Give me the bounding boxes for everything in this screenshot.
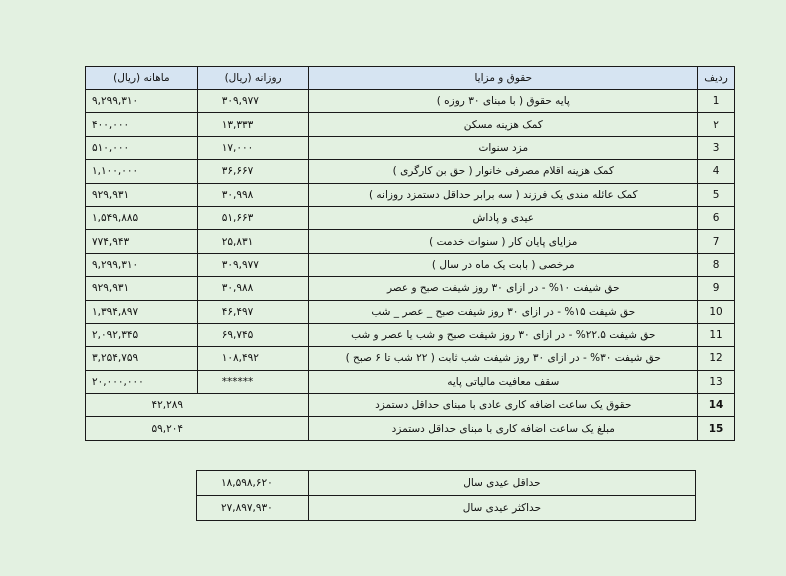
row-merged-value: ۴۲,۲۸۹ bbox=[86, 394, 309, 417]
row-daily-value: ۳۰,۹۹۸ bbox=[197, 183, 309, 206]
row-title: سقف معافیت مالیاتی پایه bbox=[309, 370, 698, 393]
header-daily: روزانه (ریال) bbox=[197, 67, 309, 90]
table-row bbox=[86, 136, 735, 159]
row-number: 1 bbox=[698, 90, 735, 113]
row-daily-value: ۳۰۹,۹۷۷ bbox=[197, 90, 309, 113]
table-row bbox=[86, 347, 735, 370]
table-row bbox=[86, 230, 735, 253]
row-title: کمک هزینه اقلام مصرفی خانوار ( حق بن کارگری ) bbox=[309, 160, 698, 183]
row-daily-value: ۱۳,۳۳۳ bbox=[197, 113, 309, 136]
row-title: مبلغ یک ساعت اضافه کاری با مبنای حداقل دستمزد bbox=[309, 417, 698, 440]
row-number: 8 bbox=[698, 253, 735, 276]
row-number: 11 bbox=[698, 323, 735, 346]
summary-label: حداقل عیدی سال bbox=[308, 471, 695, 496]
table-row bbox=[86, 90, 735, 113]
summary-label: حداکثر عیدی سال bbox=[308, 496, 695, 521]
row-merged-value: ۵۹,۲۰۴ bbox=[86, 417, 309, 440]
table-row bbox=[86, 253, 735, 276]
row-daily-value: ۱۷,۰۰۰ bbox=[197, 136, 309, 159]
summary-value: ۲۷,۸۹۷,۹۳۰ bbox=[197, 496, 309, 521]
header-monthly: ماهانه (ریال) bbox=[86, 67, 198, 90]
summary-body bbox=[197, 471, 696, 521]
row-title: حقوق یک ساعت اضافه کاری عادی با مبنای حداقل دستمزد bbox=[309, 394, 698, 417]
summary-row bbox=[197, 496, 696, 521]
row-daily-value: ۵۱,۶۶۳ bbox=[197, 206, 309, 229]
row-title: کمک عائله مندی یک فرزند ( سه برابر حداقل دستمزد روزانه ) bbox=[309, 183, 698, 206]
row-monthly-value: ۲,۰۹۲,۳۴۵ bbox=[86, 323, 198, 346]
row-number: 7 bbox=[698, 230, 735, 253]
row-monthly-value: ۹,۲۹۹,۳۱۰ bbox=[86, 90, 198, 113]
row-title: مزایای پایان کار ( سنوات خدمت ) bbox=[309, 230, 698, 253]
row-monthly-value: ۲۰,۰۰۰,۰۰۰ bbox=[86, 370, 198, 393]
summary-row bbox=[197, 471, 696, 496]
summary-value: ۱۸,۵۹۸,۶۲۰ bbox=[197, 471, 309, 496]
row-monthly-value: ۹۲۹,۹۳۱ bbox=[86, 277, 198, 300]
row-monthly-value: ۳,۲۵۴,۷۵۹ bbox=[86, 347, 198, 370]
row-number: 3 bbox=[698, 136, 735, 159]
table-row-merged bbox=[86, 417, 735, 440]
row-monthly-value: ۵۱۰,۰۰۰ bbox=[86, 136, 198, 159]
table-row bbox=[86, 323, 735, 346]
eidi-summary-table bbox=[196, 470, 696, 521]
table-row bbox=[86, 160, 735, 183]
table-row bbox=[86, 277, 735, 300]
row-title: کمک هزینه مسکن bbox=[309, 113, 698, 136]
row-monthly-value: ۱,۳۹۴,۸۹۷ bbox=[86, 300, 198, 323]
table-row bbox=[86, 183, 735, 206]
salary-benefits-table bbox=[85, 66, 735, 441]
row-number: 15 bbox=[698, 417, 735, 440]
row-daily-value: ۳۰۹,۹۷۷ bbox=[197, 253, 309, 276]
row-number: 9 bbox=[698, 277, 735, 300]
row-daily-value: ۴۶,۴۹۷ bbox=[197, 300, 309, 323]
row-daily-value: ۳۰,۹۸۸ bbox=[197, 277, 309, 300]
row-title: حق شیفت ۲۲.۵% - در ازای ۳۰ روز شیفت صبح و شب یا عصر و شب bbox=[309, 323, 698, 346]
row-title: حق شیفت ۱۰% - در ازای ۳۰ روز شیفت صبح و عصر bbox=[309, 277, 698, 300]
row-daily-value: ۱۰۸,۴۹۲ bbox=[197, 347, 309, 370]
row-daily-value: ****** bbox=[197, 370, 309, 393]
row-number: 10 bbox=[698, 300, 735, 323]
row-title: مزد سنوات bbox=[309, 136, 698, 159]
row-daily-value: ۲۵,۸۳۱ bbox=[197, 230, 309, 253]
row-monthly-value: ۱,۵۴۹,۸۸۵ bbox=[86, 206, 198, 229]
row-number: 4 bbox=[698, 160, 735, 183]
row-monthly-value: ۱,۱۰۰,۰۰۰ bbox=[86, 160, 198, 183]
row-title: مرخصی ( بابت یک ماه در سال ) bbox=[309, 253, 698, 276]
row-title: عیدی و پاداش bbox=[309, 206, 698, 229]
table-row bbox=[86, 206, 735, 229]
row-monthly-value: ۴۰۰,۰۰۰ bbox=[86, 113, 198, 136]
header-rownum: ردیف bbox=[698, 67, 735, 90]
row-number: 5 bbox=[698, 183, 735, 206]
row-monthly-value: ۹۲۹,۹۳۱ bbox=[86, 183, 198, 206]
row-number: ۲ bbox=[698, 113, 735, 136]
table-header-row bbox=[86, 67, 735, 90]
row-title: حق شیفت ۱۵% - در ازای ۳۰ روز شیفت صبح _ عصر _ شب bbox=[309, 300, 698, 323]
row-daily-value: ۶۹,۷۴۵ bbox=[197, 323, 309, 346]
table-row bbox=[86, 113, 735, 136]
row-number: 14 bbox=[698, 394, 735, 417]
row-daily-value: ۳۶,۶۶۷ bbox=[197, 160, 309, 183]
row-monthly-value: ۹,۲۹۹,۳۱۰ bbox=[86, 253, 198, 276]
table-row-merged bbox=[86, 394, 735, 417]
row-title: حق شیفت ۳۰% - در ازای ۳۰ روز شیفت شب ثابت ( ۲۲ شب تا ۶ صبح ) bbox=[309, 347, 698, 370]
row-title: پایه حقوق ( با مبنای ۳۰ روزه ) bbox=[309, 90, 698, 113]
row-number: 13 bbox=[698, 370, 735, 393]
table-row bbox=[86, 300, 735, 323]
table-body bbox=[86, 90, 735, 441]
row-monthly-value: ۷۷۴,۹۴۳ bbox=[86, 230, 198, 253]
table-row bbox=[86, 370, 735, 393]
row-number: 12 bbox=[698, 347, 735, 370]
row-number: 6 bbox=[698, 206, 735, 229]
header-title: حقوق و مزایا bbox=[309, 67, 698, 90]
